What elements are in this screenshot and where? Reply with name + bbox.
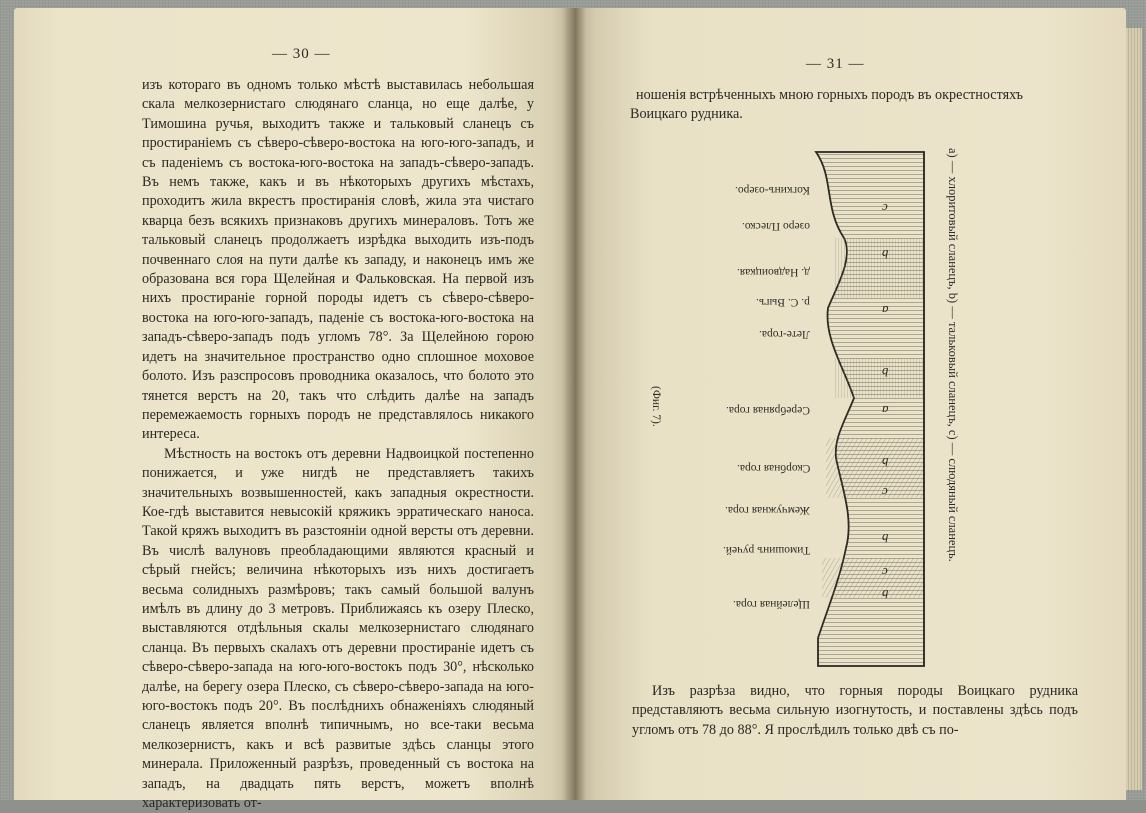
layer-letter: b bbox=[882, 365, 889, 380]
book-gutter bbox=[562, 8, 586, 800]
layer-letter: b bbox=[882, 455, 889, 470]
place-label: д. Надвоицкая. bbox=[737, 266, 810, 278]
page-edges bbox=[1126, 28, 1142, 790]
layer-letter: a bbox=[882, 403, 889, 418]
place-label: р. С. Выгъ. bbox=[756, 296, 810, 308]
place-label: Серебряная гора. bbox=[726, 404, 810, 416]
book-spread bbox=[14, 8, 1126, 812]
place-label: Жемчужная гора. bbox=[725, 504, 810, 516]
place-label: озеро Плеско. bbox=[742, 220, 810, 232]
place-label: Щелейная гора. bbox=[732, 598, 810, 610]
layer-band bbox=[822, 558, 924, 598]
place-label: Тимошинъ ручей. bbox=[722, 544, 810, 556]
left-page-text bbox=[142, 76, 534, 813]
layer-band bbox=[826, 438, 924, 498]
intro-line: Воицкаго рудника. bbox=[630, 106, 743, 123]
place-label: Лете-гора. bbox=[759, 328, 810, 340]
layer-band bbox=[834, 238, 924, 298]
layer-letter: b bbox=[882, 587, 889, 602]
left-page bbox=[14, 8, 574, 812]
layer-letter: a bbox=[882, 303, 889, 318]
layer-letter: c bbox=[882, 201, 888, 216]
layer-letter: b bbox=[882, 531, 889, 546]
right-intro-text bbox=[630, 86, 1080, 125]
layer-band bbox=[834, 358, 924, 398]
layer-letter: c bbox=[882, 485, 888, 500]
paragraph: Мѣстность на востокъ отъ деревни Надвоицкой постепенно понижается, и уже нигдѣ не представляетъ такихъ значительныхъ возвышенностей, какъ западныя окрестности. Кое-гдѣ выставится невысокій кряжикъ эрратическаго наноса. Такой кряжъ выходитъ въ разстояніи одной версты отъ деревни. Въ числѣ валуновъ преобладающими являются красный и сѣрый гнейсъ; величина нѣкоторыхъ изъ нихъ достигаетъ весьма солидныхъ размѣровъ; такъ самый большой валунъ имѣлъ въ длину до 3 метровъ. Приближаясь къ озеру Плеско, выставляются отдѣльныя скалы мелкозернистаго слюдянаго сланца. Въ первыхъ скалахъ отъ деревни простираніе идетъ съ сѣверо-сѣверо-запада на юго-юго-востокъ подъ 30°, нѣсколько далѣе, на берегу озера Плеско, съ сѣверо-сѣверо-запада на юго-юго-востокъ подъ 20°. Въ послѣднихъ обнаженіяхъ слюдяный сланецъ является вполнѣ типичнымъ, но все-таки весьма мелкозернистъ, какъ и всѣ развитые здѣсь сланцы этого минерала. Приложенный разрѣзъ, проведенный съ востока на западъ, на двадцать пять верстъ, можетъ вполнѣ характеризовать от- bbox=[142, 445, 534, 812]
page-number-left: — 30 — bbox=[272, 46, 331, 62]
paragraph: Изъ разрѣза видно, что горныя породы Воицкаго рудника представляютъ весьма сильную изогнутость, и поставлены здѣсь подъ угломъ отъ 78 до 88°. Я прослѣдилъ только двѣ съ по- bbox=[632, 683, 1078, 738]
layer-letter: b bbox=[882, 247, 889, 262]
paragraph: изъ котораго въ одномъ только мѣстѣ выставилась небольшая скала мелкозернистаго слюдянаго сланца, но еще далѣе, у Тимошина ручья, выходитъ также и тальковый сланецъ съ простираніемъ съ сѣверо-сѣверо-востока на юго-юго-западъ, и съ паденіемъ съ востока-юго-востока на западъ-сѣверо-западъ. Въ немъ также, какъ и въ нѣкоторыхъ другихъ мѣстахъ, проходитъ жила вкрестъ простиранія словѣ, жила эта чистаго кварца безъ всякихъ признаковъ другихъ минераловъ. Тотъ же тальковый сланецъ продолжаетъ изрѣдка выходить изъ-подъ почвеннаго слоя на пути далѣе къ западу, и наконецъ имъ же образована вся гора Щелейная и Фальковская. На первой изъ нихъ простираніе горной породы идетъ съ сѣверо-сѣверо-востока на юго-юго-западъ, паденіе съ востока-юго-востока на западъ-сѣверо-западъ подъ угломъ 78°. За Щелейною горою идетъ на значительное пространство одно сплошное моховое болото. Изъ разспросовъ проводника оказалось, что болото это тянется верстъ на 20, такъ что слѣдить далѣе на западъ перемежаемость горныхъ породъ не представлялось никакого интереса. bbox=[142, 77, 534, 443]
figure-label: (Фиг. 7). bbox=[650, 386, 662, 427]
layer-letter: c bbox=[882, 565, 888, 580]
place-label: Скорбная гора. bbox=[736, 462, 810, 474]
cross-section-figure bbox=[814, 138, 944, 678]
right-page bbox=[574, 8, 1126, 800]
place-label: Когкинъ-озеро. bbox=[734, 184, 810, 196]
right-page-text bbox=[632, 682, 1078, 740]
figure-caption: a) — хлоритовый сланецъ, b) — тальковый сланецъ, c) — слюдяный сланецъ. bbox=[946, 148, 960, 562]
intro-line: ношенія встрѣченныхъ мною горныхъ породъ въ окрестностяхъ bbox=[636, 87, 1023, 103]
page-number-right: — 31 — bbox=[806, 56, 865, 72]
